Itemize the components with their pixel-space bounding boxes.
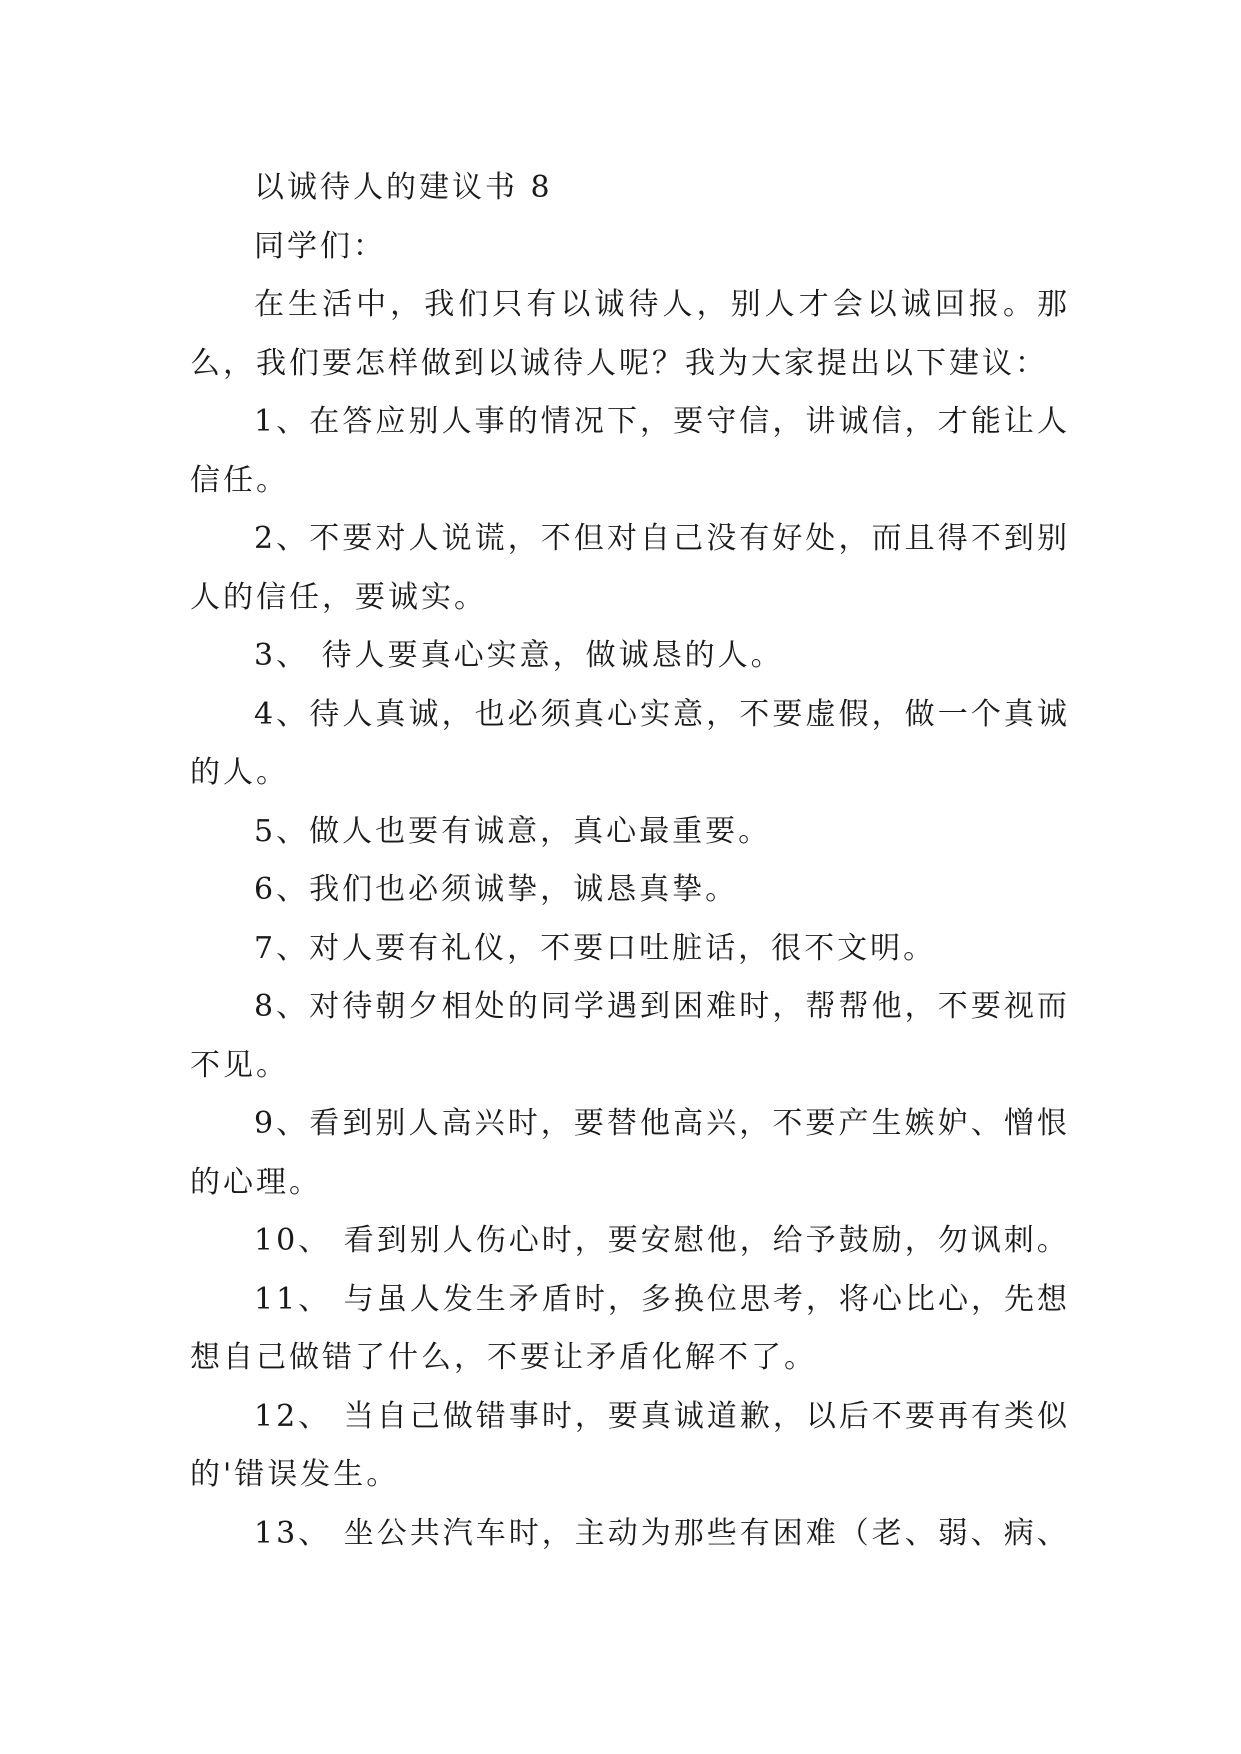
suggestion-item-7: 7、对人要有礼仪，不要口吐脏话，很不文明。: [254, 930, 937, 966]
suggestion-item-6: 6、我们也必须诚挚，诚恳真挚。: [254, 872, 739, 907]
document-title: 以诚待人的建议书 8: [254, 170, 553, 205]
suggestion-item-2: 2、不要对人说谎，不但对自己没有好处，而且得不到别人的信任，要诚实。: [190, 521, 1070, 615]
document-body: [190, 159, 1070, 1563]
paragraph-intro: 在生活中，我们只有以诚待人，别人才会以诚回报。那么，我们要怎样做到以诚待人呢？我为大家提出以下建议：: [190, 287, 1070, 381]
suggestion-item-11: 11、 与虽人发生矛盾时，多换位思考，将心比心，先想想自己做错了什么，不要让矛盾化解不了。: [190, 1281, 1070, 1375]
suggestion-item-1: 1、在答应别人事的情况下，要守信，讲诚信，才能让人信任。: [190, 404, 1070, 498]
suggestion-item-12: 12、 当自己做错事时，要真诚道歉，以后不要再有类似的'错误发生。: [190, 1398, 1070, 1492]
suggestion-item-3: 3、 待人要真心实意，做诚恳的人。: [254, 638, 784, 673]
suggestion-item-8: 8、对待朝夕相处的同学遇到困难时，帮帮他，不要视而不见。: [190, 989, 1070, 1083]
salutation: 同学们：: [254, 228, 386, 264]
suggestion-item-5: 5、做人也要有诚意，真心最重要。: [254, 813, 772, 849]
suggestion-item-9: 9、看到别人高兴时，要替他高兴，不要产生嫉妒、憎恨的心理。: [190, 1106, 1070, 1200]
suggestion-item-10: 10、 看到别人伤心时，要安慰他，给予鼓励，勿讽刺。: [254, 1223, 1070, 1258]
suggestion-item-4: 4、待人真诚，也必须真心实意，不要虚假，做一个真诚的人。: [190, 696, 1070, 790]
suggestion-item-13: 13、 坐公共汽车时，主动为那些有困难（老、弱、病、: [254, 1515, 1070, 1551]
